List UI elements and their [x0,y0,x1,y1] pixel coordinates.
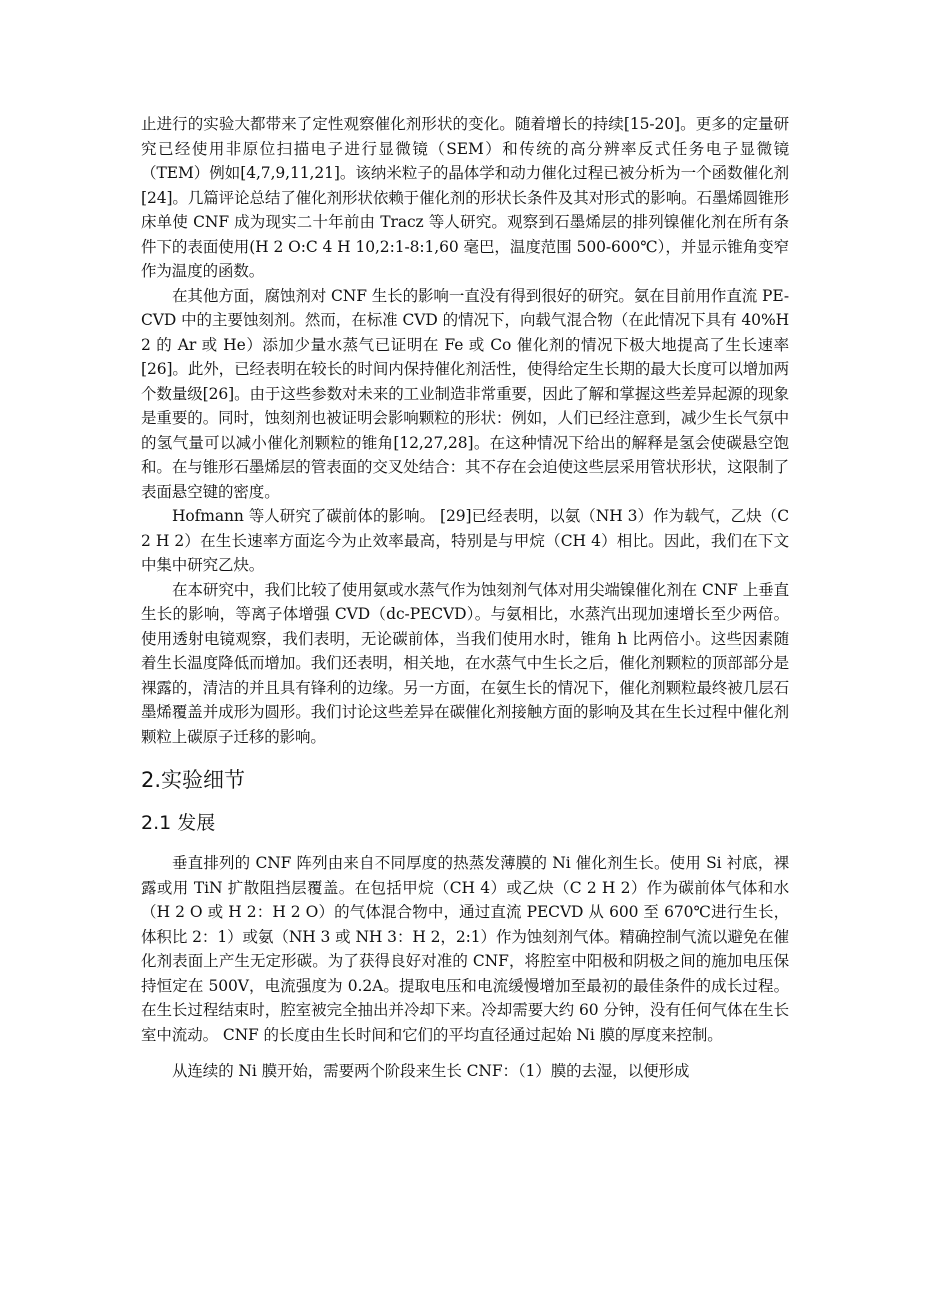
subsection-heading: 2.1 发展 [141,812,216,834]
paragraph-gap [141,1047,789,1059]
document-page [141,112,789,1084]
paragraph-methods-1: 垂直排列的 CNF 阵列由来自不同厚度的热蒸发薄膜的 Ni 催化剂生长。使用 Si 衬底，裸露或用 TiN 扩散阻挡层覆盖。在包括甲烷（CH 4）或乙炔（C 2 H 2）作为碳前体气体和水（H 2 O 或 H 2：H 2 O）的气体混合物中，通过直流 PECVD 从 600 至 670℃进行生长，体积比 2：1）或氨（NH 3 或 NH 3：H 2，2:1）作为蚀刻剂气体。精确控制气流以避免在催化剂表面上产生无定形碳。为了获得良好对准的 CNF，将腔室中阳极和阴极之间的施加电压保持恒定在 500V，电流强度为 0.2A。提取电压和电流缓慢增加至最初的最佳条件的成长过程。在生长过程结束时，腔室被完全抽出并冷却下来。冷却需要大约 60 分钟，没有任何气体在生长室中流动。 CNF 的长度由生长时间和它们的平均直径通过起始 Ni 膜的厚度来控制。 [141,854,789,1044]
paragraph-intro-2: 在其他方面，腐蚀剂对 CNF 生长的影响一直没有得到很好的研究。氨在目前用作直流 PE-CVD 中的主要蚀刻剂。然而，在标准 CVD 的情况下，向载气混合物（在此情况下具有 40%H 2 的 Ar 或 He）添加少量水蒸气已证明在 Fe 或 Co 催化剂的情况下极大地提高了生长速率[26]。此外，已经表明在较长的时间内保持催化剂活性，使得给定生长期的最大长度可以增加两个数量级[26]。由于这些参数对未来的工业制造非常重要，因此了解和掌握这些差异起源的现象是重要的。同时，蚀刻剂也被证明会影响颗粒的形状：例如，人们已经注意到，减少生长气氛中的氢气量可以减小催化剂颗粒的锥角[12,27,28]。在这种情况下给出的解释是氢会使碳悬空饱和。在与锥形石墨烯层的管表面的交叉处结合：其不存在会迫使这些层采用管状形状，这限制了表面悬空键的密度。 [141,286,789,501]
paragraph-intro-3: Hofmann 等人研究了碳前体的影响。 [29]已经表明，以氨（NH 3）作为载气，乙炔（C 2 H 2）在生长速率方面迄今为止效率最高，特别是与甲烷（CH 4）相比。因此，我们在下文中集中研究乙炔。 [141,507,789,574]
section-heading: 2.实验细节 [141,768,246,792]
paragraph-intro-1: 止进行的实验大都带来了定性观察催化剂形状的变化。随着增长的持续[15-20]。更多的定量研究已经使用非原位扫描电子进行显微镜（SEM）和传统的高分辨率反式任务电子显微镜（TEM）例如[4,7,9,11,21]。该纳米粒子的晶体学和动力催化过程已被分析为一个函数催化剂[24]。几篇评论总结了催化剂形状依赖于催化剂的形状长条件及其对形式的影响。石墨烯圆锥形床单使 CNF 成为现实二十年前由 Tracz 等人研究。观察到石墨烯层的排列镍催化剂在所有条件下的表面使用(H 2 O:C 4 H 10,2:1-8:1,60 毫巴，温度范围 500-600℃），并显示锥角变窄作为温度的函数。 [141,115,789,280]
paragraph-methods-2: 从连续的 Ni 膜开始，需要两个阶段来生长 CNF：（1）膜的去湿，以便形成 [172,1062,690,1080]
paragraph-intro-4: 在本研究中，我们比较了使用氨或水蒸气作为蚀刻剂气体对用尖端镍催化剂在 CNF 上垂直生长的影响，等离子体增强 CVD（dc-PECVD）。与氨相比，水蒸汽出现加速增长至少两倍。使用透射电镜观察，我们表明，无论碳前体，当我们使用水时，锥角 h 比两倍小。这些因素随着生长温度降低而增加。我们还表明，相关地，在水蒸气中生长之后，催化剂颗粒的顶部部分是裸露的，清洁的并且具有锋利的边缘。另一方面，在氨生长的情况下，催化剂颗粒最终被几层石墨烯覆盖并成形为圆形。我们讨论这些差异在碳催化剂接触方面的影响及其在生长过程中催化剂颗粒上碳原子迁移的影响。 [141,580,789,746]
